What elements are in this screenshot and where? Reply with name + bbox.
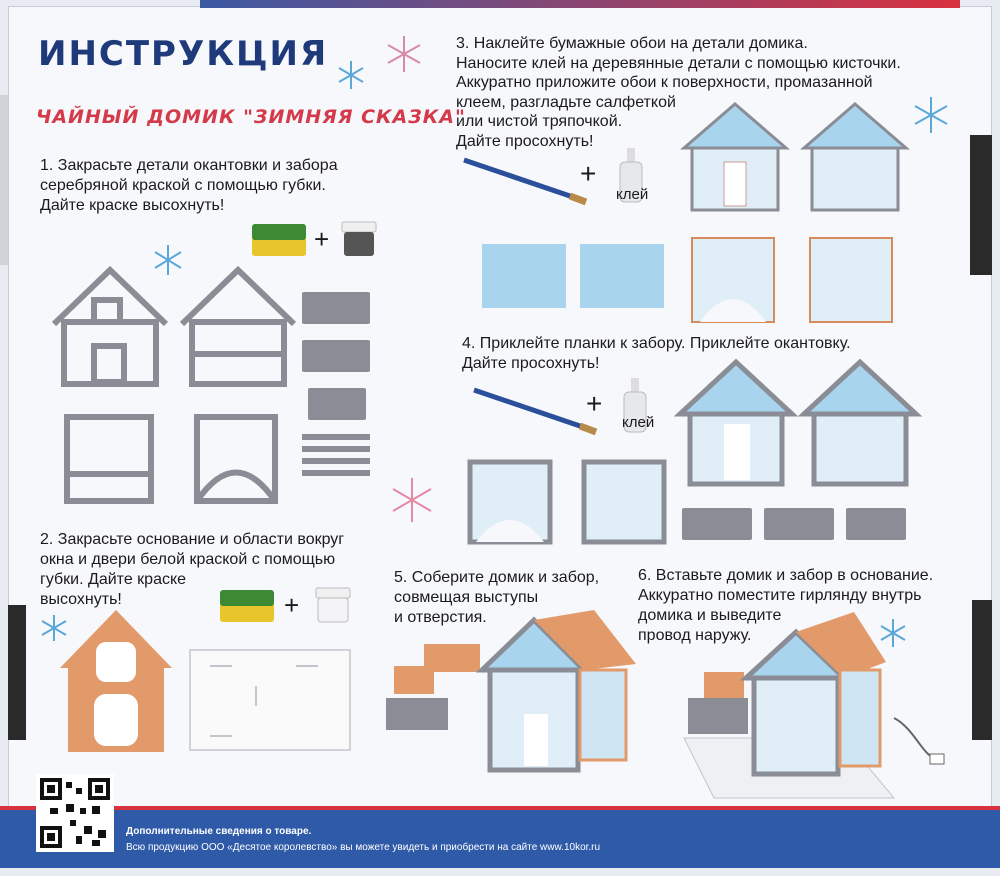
house-wallpapered-front bbox=[680, 102, 790, 212]
plus-sign: + bbox=[580, 158, 597, 189]
plus-sign: + bbox=[284, 590, 300, 620]
step-6-line: Аккуратно поместите гирлянду внутрь bbox=[638, 587, 922, 604]
plus-sign: + bbox=[314, 224, 330, 254]
snowflake-icon bbox=[912, 96, 950, 134]
step-6-line: 6. Вставьте домик и забор в основание. bbox=[638, 567, 934, 584]
page-subtitle: ЧАЙНЫЙ ДОМИК "ЗИМНЯЯ СКАЗКА" bbox=[36, 106, 466, 128]
footer-info-title: Дополнительные сведения о товаре. bbox=[126, 826, 312, 837]
house-outline-front bbox=[50, 266, 170, 386]
step-1-line: 1. Закрасьте детали окантовки и забора bbox=[40, 157, 338, 174]
plus-sign: + bbox=[586, 388, 603, 419]
house-outline-back bbox=[178, 266, 298, 386]
step-1-line: серебряной краской с помощью губки. bbox=[40, 177, 326, 194]
step-3-line: Дайте просохнуть! bbox=[456, 132, 594, 150]
glue-label: клей bbox=[622, 414, 655, 431]
footer-info-text: Всю продукцию ООО «Десятое королевство» вы можете увидеть и приобрести на сайте www.10kor.ru bbox=[126, 842, 601, 853]
snowflake-icon bbox=[388, 476, 436, 524]
step-5-line: 5. Соберите домик и забор, bbox=[394, 569, 600, 586]
step-3-line: или чистой тряпочкой. bbox=[456, 113, 623, 130]
wall-assembled-arch bbox=[466, 458, 556, 548]
house-assembled-back bbox=[800, 358, 920, 488]
step-6-line: провод наружу. bbox=[638, 627, 752, 644]
sponge-icon bbox=[218, 586, 278, 626]
step-5-line: совмещая выступы bbox=[394, 589, 539, 606]
snowflake-icon bbox=[336, 60, 366, 90]
brush-icon bbox=[460, 154, 600, 214]
house-base-orange bbox=[56, 606, 176, 756]
fence-parts bbox=[302, 286, 372, 486]
step-1-text bbox=[40, 156, 338, 216]
paint-jar-icon bbox=[312, 584, 354, 626]
house-wallpapered-back bbox=[800, 102, 910, 212]
fence-row bbox=[682, 504, 922, 544]
paint-jar-icon bbox=[338, 218, 380, 258]
right-tab-upper bbox=[970, 135, 992, 275]
house-assembled-3d bbox=[384, 604, 644, 784]
footer-bar bbox=[0, 806, 1000, 868]
sponge-icon bbox=[250, 220, 310, 260]
wallpaper-panel bbox=[480, 242, 570, 322]
step-6-line: домика и выведите bbox=[638, 607, 782, 624]
footer-accent bbox=[0, 806, 1000, 810]
left-tab-lower bbox=[8, 605, 26, 740]
qr-code-icon[interactable] bbox=[36, 774, 114, 852]
wall-wallpapered bbox=[808, 236, 898, 326]
step-2-line: 2. Закрасьте основание и области вокруг bbox=[40, 531, 345, 548]
house-on-base-3d bbox=[674, 608, 954, 798]
wallpaper-panel bbox=[578, 242, 668, 322]
step-4-line: Дайте просохнуть! bbox=[462, 355, 600, 372]
glue-label: клей bbox=[616, 186, 649, 203]
base-board bbox=[186, 646, 356, 756]
wall-panel-left bbox=[64, 414, 164, 504]
left-flap bbox=[0, 95, 8, 265]
snowflake-icon bbox=[384, 34, 424, 74]
wall-wallpapered-arch bbox=[690, 236, 780, 326]
house-assembled-front bbox=[676, 358, 796, 488]
step-3-line: клеем, разгладьте салфеткой bbox=[456, 93, 676, 111]
step-2-line: губки. Дайте краске bbox=[40, 571, 187, 588]
step-2-line: окна и двери белой краской с помощью bbox=[40, 551, 336, 568]
wall-panel-arch bbox=[194, 414, 294, 504]
right-tab-lower bbox=[972, 600, 992, 740]
wall-assembled bbox=[580, 458, 670, 548]
step-1-line: Дайте краске высохнуть! bbox=[40, 197, 225, 214]
step-2-line: высохнуть! bbox=[40, 591, 122, 608]
step-4-line: 4. Приклейте планки к забору. Приклейте окантовку. bbox=[462, 335, 851, 352]
page-title: ИНСТРУКЦИЯ bbox=[38, 34, 329, 74]
step-5-line: и отверстия. bbox=[394, 609, 487, 626]
step-3-line: Аккуратно приложите обои к поверхности, промазанной bbox=[456, 74, 873, 91]
top-color-strip bbox=[200, 0, 960, 8]
step-3-line: Наносите клей на деревянные детали с помощью кисточки. bbox=[456, 54, 901, 72]
step-3-line: 3. Наклейте бумажные обои на детали домика. bbox=[456, 35, 808, 52]
